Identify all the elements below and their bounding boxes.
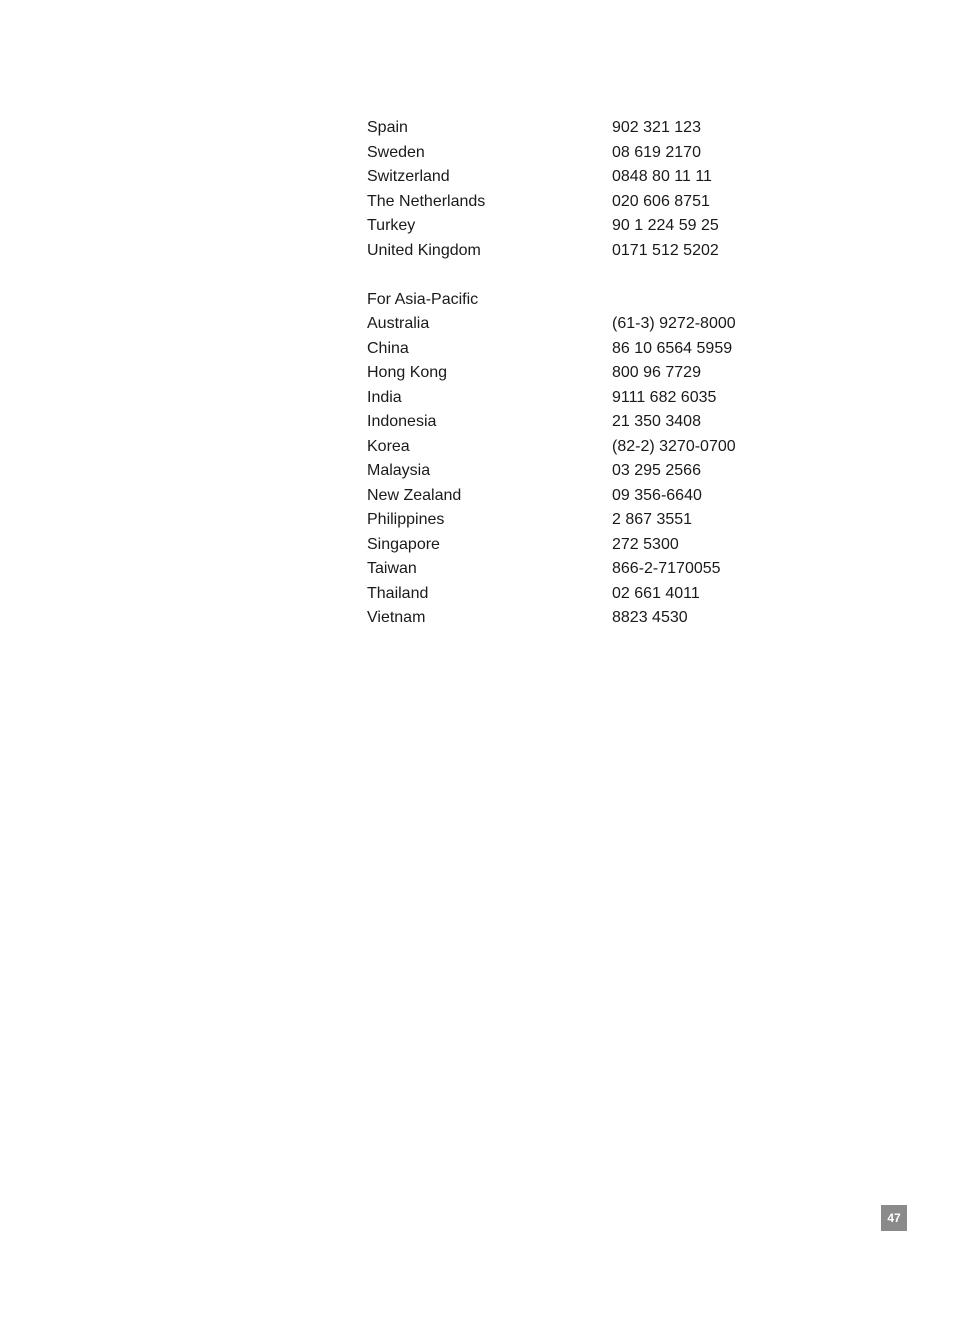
phone-number: 0848 80 11 11 bbox=[612, 168, 712, 185]
directory-row bbox=[367, 459, 787, 484]
phone-number: 08 619 2170 bbox=[612, 143, 701, 161]
phone-number: 272 5300 bbox=[612, 535, 679, 553]
country-name: Malaysia bbox=[367, 462, 431, 479]
phone-number: 8823 4530 bbox=[612, 609, 688, 626]
phone-number: 86 10 6564 5959 bbox=[612, 339, 733, 357]
country-name: Spain bbox=[367, 119, 408, 136]
phone-number: 866-2-7170055 bbox=[612, 560, 721, 577]
section-heading-asia-pacific: For Asia-Pacific bbox=[367, 290, 479, 308]
directory-row bbox=[367, 606, 787, 631]
phone-number: 020 606 8751 bbox=[612, 192, 710, 210]
country-name: Singapore bbox=[367, 535, 440, 553]
country-name: Korea bbox=[367, 437, 410, 455]
section-spacer bbox=[367, 263, 787, 288]
directory-row bbox=[367, 337, 787, 362]
directory-row bbox=[367, 165, 787, 190]
country-name: Taiwan bbox=[367, 560, 417, 577]
phone-number: 0171 512 5202 bbox=[612, 241, 719, 259]
phone-number: 90 1 224 59 25 bbox=[612, 217, 719, 234]
directory-row bbox=[367, 410, 787, 435]
phone-directory bbox=[367, 116, 787, 631]
country-name: Sweden bbox=[367, 143, 425, 161]
country-name: United Kingdom bbox=[367, 241, 481, 259]
country-name: India bbox=[367, 388, 402, 406]
directory-row bbox=[367, 484, 787, 509]
country-name: The Netherlands bbox=[367, 192, 486, 210]
phone-number: (61-3) 9272-8000 bbox=[612, 315, 736, 332]
phone-number: (82-2) 3270-0700 bbox=[612, 437, 736, 455]
country-name: China bbox=[367, 339, 409, 357]
country-name: Thailand bbox=[367, 584, 429, 602]
directory-row bbox=[367, 116, 787, 141]
phone-number: 09 356-6640 bbox=[612, 486, 702, 504]
country-name: Turkey bbox=[367, 217, 416, 234]
country-name: Hong Kong bbox=[367, 364, 448, 381]
phone-number: 02 661 4011 bbox=[612, 584, 700, 602]
directory-row bbox=[367, 386, 787, 411]
directory-row bbox=[367, 312, 787, 337]
phone-number: 9111 682 6035 bbox=[612, 388, 717, 406]
phone-number: 2 867 3551 bbox=[612, 511, 693, 528]
directory-row bbox=[367, 141, 787, 166]
directory-row bbox=[367, 361, 787, 386]
directory-row bbox=[367, 190, 787, 215]
directory-row bbox=[367, 508, 787, 533]
country-name: Indonesia bbox=[367, 413, 437, 430]
page-number-badge: 47 bbox=[881, 1205, 907, 1231]
phone-number: 902 321 123 bbox=[612, 119, 701, 136]
directory-row bbox=[367, 557, 787, 582]
country-name: Philippines bbox=[367, 511, 445, 528]
phone-number: 03 295 2566 bbox=[612, 462, 701, 479]
directory-row bbox=[367, 435, 787, 460]
directory-row bbox=[367, 582, 787, 607]
directory-row bbox=[367, 239, 787, 264]
country-name: Vietnam bbox=[367, 609, 426, 626]
phone-number: 800 96 7729 bbox=[612, 364, 701, 381]
directory-row bbox=[367, 214, 787, 239]
directory-row bbox=[367, 533, 787, 558]
country-name: Australia bbox=[367, 315, 430, 332]
country-name: New Zealand bbox=[367, 486, 462, 504]
phone-number: 21 350 3408 bbox=[612, 413, 701, 430]
country-name: Switzerland bbox=[367, 168, 450, 185]
